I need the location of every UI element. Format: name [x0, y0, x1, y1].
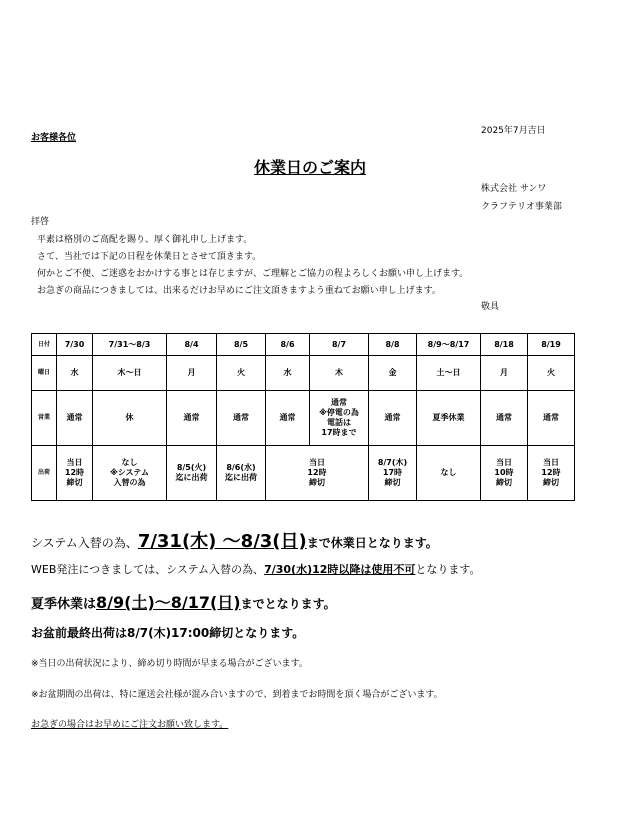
customer-salutation: お客様各位 — [31, 133, 77, 143]
body-line: 何かとご不便、ご迷惑をおかけする事とは存じますが、ご理解とご協力の程よろしくお願い申し上げます。 — [37, 269, 469, 279]
shipping-cell: なし ※システム 入替の為 — [93, 446, 167, 501]
business-cell: 夏季休業 — [417, 391, 481, 446]
shipping-cell: 8/7(木) 17時 締切 — [369, 446, 417, 501]
body-line: お急ぎの商品につきましては、出来るだけお早めにご注文頂きますよう重ねてお願い申し上げます。 — [37, 286, 441, 296]
date-cell: 8/7 — [310, 334, 369, 356]
weekday-cell: 水 — [266, 356, 310, 391]
date-cell: 7/30 — [57, 334, 93, 356]
notice-last-shipping: お盆前最終出荷は8/7(木)17:00締切となります。 — [31, 626, 305, 640]
weekday-cell: 土〜日 — [417, 356, 481, 391]
date-cell: 8/4 — [167, 334, 217, 356]
date-cell: 7/31〜8/3 — [93, 334, 167, 356]
business-row — [32, 391, 575, 446]
date-cell: 8/9〜8/17 — [417, 334, 481, 356]
body-line: さて、当社では下記の日程を休業日とさせて頂きます。 — [37, 252, 262, 262]
business-cell: 通常 — [369, 391, 417, 446]
date-row — [32, 334, 575, 356]
shipping-cell: なし — [417, 446, 481, 501]
business-cell: 通常 — [167, 391, 217, 446]
weekday-cell: 木 — [310, 356, 369, 391]
business-cell: 休 — [93, 391, 167, 446]
date-cell: 8/18 — [481, 334, 528, 356]
weekday-cell: 月 — [167, 356, 217, 391]
shipping-cell: 8/5(火) 迄に出荷 — [167, 446, 217, 501]
holiday-dates: 8/9(土)〜8/17(日) — [96, 593, 241, 612]
notice-text: システム入替の為、 — [31, 536, 138, 550]
date-cell: 8/6 — [266, 334, 310, 356]
schedule-table — [31, 333, 575, 501]
company-block — [481, 180, 562, 216]
notice-order-early: お急ぎの場合はお早めにご注文お願い致します。 — [31, 720, 229, 730]
notice-web-order — [31, 561, 481, 577]
closing: 敬具 — [481, 302, 500, 312]
shipping-cell: 当日 12時 締切 — [266, 446, 369, 501]
business-cell: 通常 — [481, 391, 528, 446]
weekday-cell: 火 — [528, 356, 575, 391]
body-line: 平素は格別のご高配を賜り、厚く御礼申し上げます。 — [37, 235, 253, 245]
date-cell: 8/19 — [528, 334, 575, 356]
notice-text: まで休業日となります。 — [306, 536, 438, 550]
date-cell: 8/8 — [369, 334, 417, 356]
notice-summer-holiday — [31, 590, 336, 613]
web-cutoff: 7/30(水)12時以降は使用不可 — [264, 563, 416, 576]
row-label: 曜日 — [32, 356, 57, 391]
weekday-row — [32, 356, 575, 391]
title-text: 休業日のご案内 — [253, 158, 366, 177]
weekday-cell: 金 — [369, 356, 417, 391]
closure-dates: 7/31(木) 〜8/3(日) — [137, 531, 307, 552]
shipping-row — [32, 446, 575, 501]
notice-text: 夏季休業は — [31, 597, 97, 612]
weekday-cell: 火 — [217, 356, 266, 391]
company-name: 株式会社 サンワ — [481, 184, 547, 194]
notice-text: WEB発注につきましては、システム入替の為、 — [31, 563, 265, 576]
company-dept: クラフテリオ事業部 — [481, 202, 562, 212]
shipping-cell: 当日 10時 締切 — [481, 446, 528, 501]
greeting: 拝啓 — [31, 217, 50, 227]
notice-text: となります。 — [415, 563, 481, 576]
business-cell: 通常 — [266, 391, 310, 446]
weekday-cell: 月 — [481, 356, 528, 391]
letter-date: 2025年7月吉日 — [481, 126, 546, 136]
business-cell: 通常 ※停電の為 電話は 17時まで — [310, 391, 369, 446]
shipping-cell: 8/6(水) 迄に出荷 — [217, 446, 266, 501]
notice-text: までとなります。 — [240, 597, 336, 611]
notice-cutoff-warning: ※当日の出荷状況により、締め切り時間が早まる場合がございます。 — [31, 659, 308, 669]
business-cell: 通常 — [528, 391, 575, 446]
notice-delivery-delay: ※お盆期間の出荷は、特に運送会社様が混み合いますので、到着までお時間を頂く場合がございます。 — [31, 690, 443, 700]
notice-system-closure — [31, 527, 438, 553]
date-cell: 8/5 — [217, 334, 266, 356]
row-label: 日付 — [32, 334, 57, 356]
shipping-cell: 当日 12時 締切 — [528, 446, 575, 501]
row-label: 出荷 — [32, 446, 57, 501]
shipping-cell: 当日 12時 締切 — [57, 446, 93, 501]
business-cell: 通常 — [57, 391, 93, 446]
weekday-cell: 水 — [57, 356, 93, 391]
business-cell: 通常 — [217, 391, 266, 446]
weekday-cell: 木〜日 — [93, 356, 167, 391]
row-label: 営業 — [32, 391, 57, 446]
page-title — [0, 155, 620, 178]
